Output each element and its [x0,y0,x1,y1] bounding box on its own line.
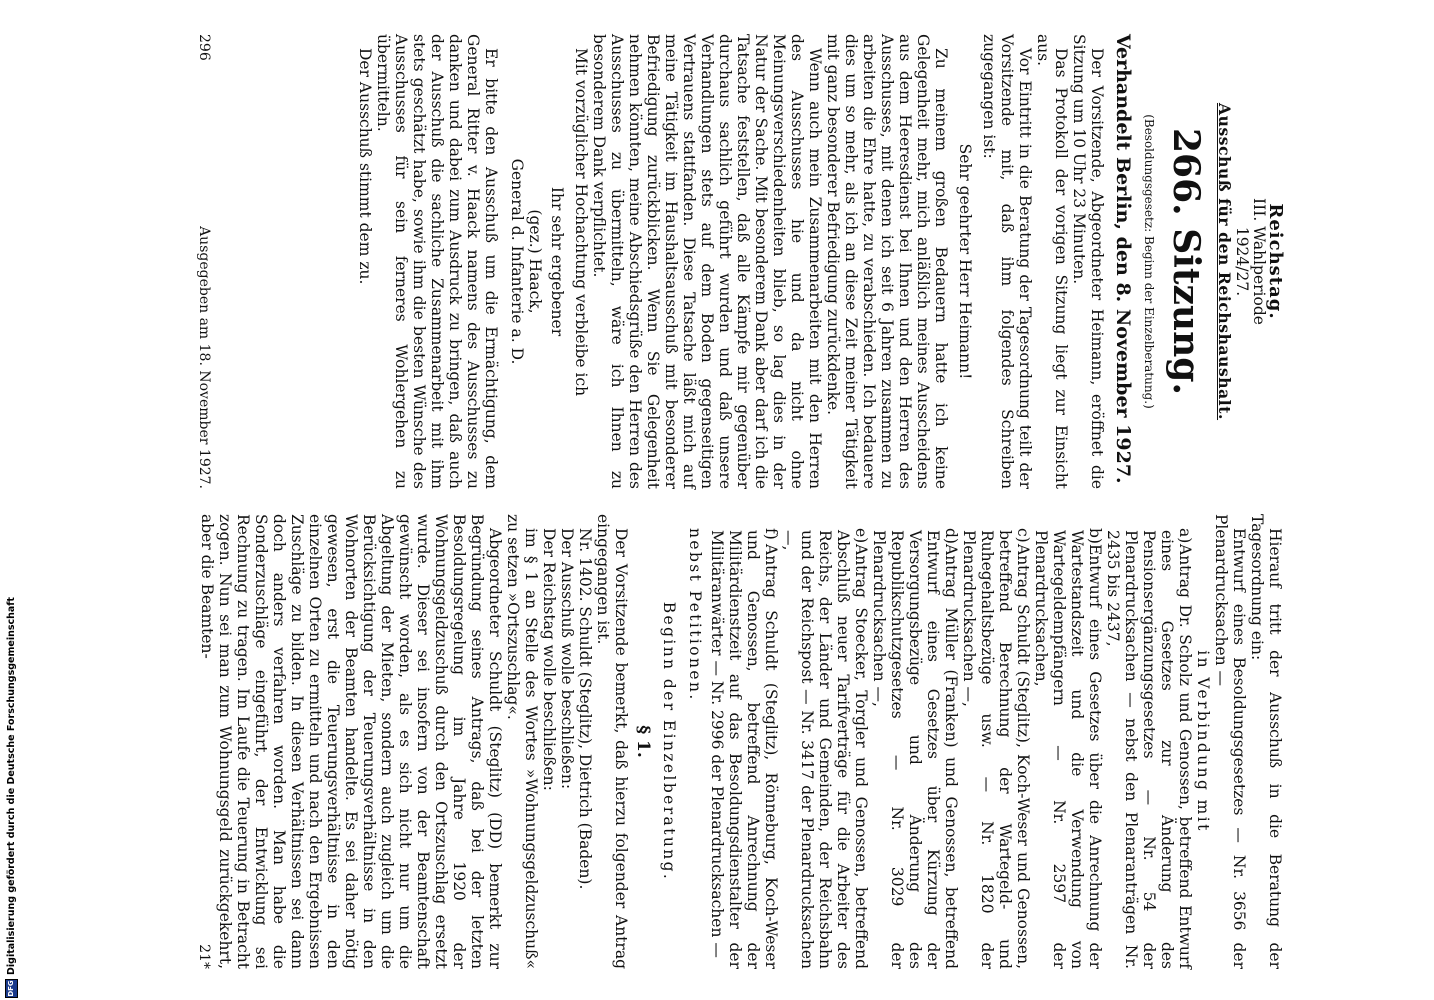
paragraph: Der Vorsitzende, Abgeordneter Heimann, eröffnet die Sitzung um 10 Uhr 23 Minuten. [1070,34,1106,489]
header-committee: Ausschuß für den Reichshaushalt. [1215,102,1234,421]
paragraph: Mit vorzüglicher Hochachtung verbleibe ich [572,48,590,397]
list-text: Antrag Müller (Franken) und Genossen, betreffend Entwurf eines Gesetzes über Kürzung der Versorgungsbezüge und Änderung des Republikschutzgesetzes — Nr. 3029 der Plenardrucksachen —, [870,530,960,969]
list-item [708,514,780,969]
paragraph: Zu meinem großen Bedauern hatte ich keine Gelegenheit mehr, mich anläßlich meines Ausscheidens aus dem Heeresdienst bei Ihnen und den Herren des Ausschusses, mit denen ich seit 6 Jahren zusammen zu arbeiten die Ehre hatte, zu verabschieden. Ich bedauere dies um so mehr, als ich an diese Zeit meiner Tätigkeit mit ganz besonderer Befriedigung zurückdenke. [824,34,950,489]
header-title: Reichstag. [1265,203,1286,320]
list-label: a) [1176,528,1194,544]
letter-salutation: Sehr geehrter Herr Heimann! [956,143,974,380]
paragraph: Entwurf eines Besoldungsgesetzes — Nr. 3656 der Plenardrucksachen — [1212,514,1248,969]
left-column [356,34,1284,489]
list-label: d) [942,528,960,544]
dfg-logo-icon: DFG [5,979,18,998]
letter-closing: Ihr sehr ergebener [548,186,566,337]
right-column [198,514,1284,969]
paragraph: nebst Petitionen. [686,528,704,702]
signature-mark: 21* [196,944,212,969]
document-page [134,34,1284,974]
list-item [1032,514,1104,969]
agenda-list [708,514,1194,969]
list-label: c) [1014,528,1032,543]
list-label: b) [1086,528,1104,544]
list-text: Antrag Dr. Scholz und Genossen, betreffend Entwurf eines Gesetzes zur Änderung des Pensionsergänzungsgesetzes — Nr. 54 der Plenardrucksachen — nebst den Plenaranträgen Nr. 2435 bis 2437, [1104,530,1194,969]
letter-rank: General d. Infanterie a. D. [508,158,526,365]
page-number: 296 [196,34,212,61]
paragraph: Vor Eintritt in die Beratung der Tagesordnung teilt der Vorsitzende mit, daß ihm folgendes Schreiben zugegangen ist: [980,34,1034,489]
paragraph: Nr. 1402. Schuldt (Steglitz), Dietrich (Baden). [576,528,594,890]
paragraph: Wenn auch mein Zusammenarbeiten mit den Herren des Ausschusses hie und da nicht ohne Meinungsverschiedenheiten blieb, so lag dies in der Natur der Sache. Mit besonderem Dank aber darf ich die Tatsache feststellen, daß alle Kämpfe mir gegenüber durchaus sachlich geführt wurden und daß unsere Verhandlungen stets auf dem Boden gegenseitigen Vertrauens stattfanden. Diese Tatsache läßt mich auf meine Tätigkeit im Haushaltsausschuß mit besonderer Befriedigung zurückblicken. Wenn Sie Gelegenheit nehmen könnten, meine Abschiedsgrüße den Herren des Ausschusses zu übermitteln, wäre ich Ihnen zu besonderem Dank verpflichtet. [590,34,824,489]
section-heading: Beginn der Einzelberatung. [660,601,678,882]
list-item [1104,514,1194,969]
session-title: 266. Sitzung. [1165,127,1207,395]
funding-note [2,8,20,998]
header-period: III. Wahlperiode [1250,198,1268,325]
list-text: Antrag Schuldt (Steglitz), Koch-Weser und Genossen, betreffend Berechnung der Wartegeld- und Ruhegehaltsbezüge usw. — Nr. 1820 der Plenardrucksachen —, [960,530,1032,969]
letter-signature: (gez.) Haack, [526,209,544,314]
paragraph: in Verbindung mit [1194,650,1212,833]
footer-strip [0,0,22,1000]
list-text: Antrag Schuldt (Steglitz), Rönneburg, Koch-Weser und Genossen, betreffend Anrechnung der Militärdienstzeit auf das Besoldungsdienstalter der Militäranwärter — Nr. 2996 der Plenardrucksachen — [708,530,780,969]
right-footer [196,514,212,969]
list-label: e) [852,528,870,544]
paragraph: Er bitte den Ausschuß um die Ermächtigung, dem General Ritter v. Haack namens des Ausschusses zu danken und dabei zum Ausdruck zu bringen, daß auch der Ausschuß die sachliche Zusammenarbeit mit ihm stets geschätzt habe, sowie ihm die besten Wünsche des Ausschusses für sein ferneres Wohlergehen zu übermitteln. [374,34,500,489]
list-text: Antrag Stoecker, Torgler und Genossen, betreffend Abschluß neuer Tarifverträge für die Arbeiter des Reichs, der Länder und Gemeinden, der Reichsbahn und der Reichspost — Nr. 3417 der Plenardrucksachen —, [780,530,870,969]
list-item [960,514,1032,969]
list-item [780,514,870,969]
paragraph: Der Vorsitzende bemerkt, daß hierzu folgender Antrag eingegangen ist. [594,514,630,969]
session-place-date: Verhandelt Berlin, den 8. November 1927. [1112,34,1134,484]
paragraph: Der Ausschuß wolle beschließen: [558,528,576,790]
paragraph: Der Ausschuß stimmt dem zu. [356,48,374,285]
section-number: § 1. [633,725,653,758]
paragraph: Das Protokoll der vorigen Sitzung liegt zur Einsicht aus. [1034,34,1070,489]
paragraph: Der Reichstag wolle beschließen: [540,528,558,791]
left-footer [196,34,212,489]
page-header [1216,34,1284,489]
paragraph: Abgeordneter Schuldt (Steglitz) (DD) bemerkt zur Begründung seines Antrags, daß bei der letzten Besoldungsregelung im Jahre 1920 der Wohnungsgeldzuschuß durch den Ortszuschlag ersetzt wurde. Dieser sei insofern von der Beamtenschaft gewünscht worden, als es sich nicht nur um die Abgeltung der Mieten, sondern auch zugleich um die Berücksichtigung der Teuerungsverhältnisse in den Wohnorten der Beamten handelte. Es sei daher nötig gewesen, erst die Teuerungsverhältnisse in den einzelnen Orten zu ermitteln und nach den Ergebnissen Zuschläge zu bilden. In diesen Verhältnissen sei dann doch anders verfahren worden. Man habe die Sonderzuschläge eingeführt, der Entwicklung sei Rechnung zu tragen. Im Laufe die Teuerung in Betracht zogen. Nun sei man zum Wohnungsgeld zurückgekehrt, aber die Beamten- [198,514,504,969]
list-item [870,514,960,969]
funding-text: Digitalisierung gefördert durch die Deutsche Forschungsgemeinschaft [5,597,17,975]
issue-date: Ausgegeben am 18. November 1927. [196,226,212,489]
header-years: 1924/27. [1233,226,1251,297]
list-label: f) [762,528,780,540]
session-subtitle: (Besoldungsgesetz: Beginn der Einzelberatung.) [1142,114,1156,409]
list-text: Entwurf eines Gesetzes über die Anrechnung der Wartestandszeit und die Verwendung von Wartegeldempfängern — Nr. 2597 der Plenardrucksachen, [1032,530,1104,969]
paragraph: Hierauf tritt der Ausschuß in die Beratung der Tagesordnung ein: [1248,514,1284,969]
paragraph: im § 1 an Stelle des Wortes »Wohnungsgeldzuschuß« zu setzen »Ortszuschlag«. [504,514,540,969]
